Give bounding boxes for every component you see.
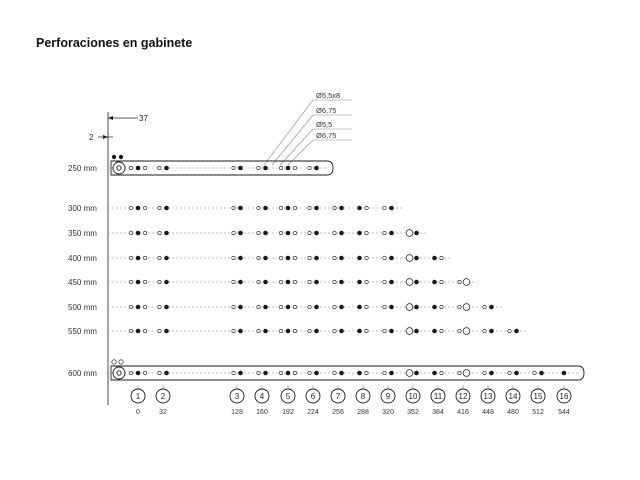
drill-hole-open (129, 305, 132, 308)
drill-hole-open (365, 256, 368, 259)
drill-hole-open (308, 305, 311, 308)
drawer-row (68, 360, 584, 380)
row-length-label: 500 mm (68, 303, 97, 312)
drill-hole-filled (432, 371, 437, 376)
drill-hole-filled (389, 329, 394, 334)
drill-hole-filled (539, 371, 544, 376)
drill-hole-filled (357, 280, 362, 285)
drill-hole-open (458, 371, 461, 374)
drill-hole-open (440, 256, 443, 259)
drill-hole-open (293, 280, 296, 283)
column-number: 10 (408, 392, 418, 401)
drill-hole-filled (562, 371, 567, 376)
drill-hole-filled (414, 371, 419, 376)
drill-hole-filled (389, 371, 394, 376)
column-number: 16 (559, 392, 569, 401)
drill-hole-filled (164, 371, 169, 376)
drill-hole-open (257, 371, 260, 374)
drill-hole-filled (414, 231, 419, 236)
column-position: 512 (532, 409, 544, 416)
mount-hole (119, 360, 123, 364)
drill-hole-open (293, 329, 296, 332)
drill-hole-open (158, 305, 161, 308)
drill-hole-filled (238, 256, 243, 261)
drill-hole-filled (263, 371, 268, 376)
drill-hole-filled (357, 371, 362, 376)
hole-diameter-label: Ø5,5 (316, 120, 333, 129)
drill-hole-open (279, 231, 282, 234)
drill-hole-filled (314, 305, 319, 310)
column-position: 0 (136, 409, 140, 416)
drill-hole-open (308, 166, 311, 169)
drill-hole-filled (263, 280, 268, 285)
drill-hole-filled (136, 256, 141, 261)
drill-hole-open (279, 305, 282, 308)
drill-hole-large (406, 279, 413, 286)
drill-hole-open (158, 206, 161, 209)
column-number: 7 (335, 392, 341, 401)
drill-hole-filled (164, 206, 169, 211)
row-length-label: 550 mm (68, 327, 97, 336)
drill-hole-filled (389, 305, 394, 310)
drill-hole-filled (136, 206, 141, 211)
drill-hole-open (293, 256, 296, 259)
drill-hole-open (158, 371, 161, 374)
roller-wheel (113, 367, 125, 379)
mount-hole (112, 155, 116, 159)
drill-hole-open (143, 305, 146, 308)
drill-hole-filled (339, 329, 344, 334)
drill-hole-open (508, 329, 511, 332)
drill-hole-open (143, 231, 146, 234)
drill-hole-filled (136, 231, 141, 236)
drill-hole-open (232, 371, 235, 374)
drill-hole-filled (339, 371, 344, 376)
row-length-label: 600 mm (68, 369, 97, 378)
drill-hole-large (406, 230, 413, 237)
drill-hole-open (143, 280, 146, 283)
drill-hole-open (293, 371, 296, 374)
column-position: 320 (382, 409, 394, 416)
drill-hole-open (440, 305, 443, 308)
hole-callouts (264, 91, 352, 165)
offset-2-label: 2 (89, 133, 94, 142)
column-number: 11 (433, 392, 443, 401)
drill-hole-open (293, 206, 296, 209)
drill-hole-filled (489, 371, 494, 376)
drill-hole-filled (286, 371, 291, 376)
drill-hole-open (308, 280, 311, 283)
drill-hole-open (279, 371, 282, 374)
drill-hole-open (232, 231, 235, 234)
drill-hole-filled (514, 329, 519, 334)
drill-hole-open (129, 329, 132, 332)
callout-leader-line (264, 100, 313, 165)
column-position: 224 (307, 409, 319, 416)
mount-hole (119, 155, 123, 159)
drill-hole-open (365, 329, 368, 332)
drill-hole-filled (314, 329, 319, 334)
drill-hole-filled (339, 305, 344, 310)
row-length-label: 300 mm (68, 204, 97, 213)
drill-hole-filled (339, 231, 344, 236)
drill-hole-open (158, 166, 161, 169)
drill-hole-open (158, 231, 161, 234)
drill-hole-filled (238, 206, 243, 211)
drill-hole-filled (164, 166, 169, 171)
drill-hole-open (440, 371, 443, 374)
drill-hole-open (333, 371, 336, 374)
drill-hole-open (308, 256, 311, 259)
drill-hole-filled (414, 256, 419, 261)
drill-hole-filled (286, 305, 291, 310)
offset-37-arrow (108, 116, 113, 120)
drill-hole-open (143, 206, 146, 209)
drill-hole-open (232, 329, 235, 332)
drill-hole-filled (314, 371, 319, 376)
column-number: 13 (483, 392, 493, 401)
hole-diameter-label: Ø6,75 (316, 106, 337, 115)
drill-hole-open (158, 256, 161, 259)
drill-hole-open (365, 206, 368, 209)
drill-hole-open (129, 256, 132, 259)
drill-hole-filled (136, 329, 141, 334)
drill-hole-open (383, 329, 386, 332)
drill-hole-large (463, 304, 470, 311)
drill-hole-filled (136, 371, 141, 376)
drill-hole-filled (389, 280, 394, 285)
drill-hole-open (333, 280, 336, 283)
drill-hole-open (458, 329, 461, 332)
column-number: 15 (533, 392, 543, 401)
drill-hole-open (257, 256, 260, 259)
drawer-row (68, 303, 502, 312)
column-position: 128 (231, 409, 243, 416)
drill-hole-filled (263, 256, 268, 261)
drill-hole-filled (263, 305, 268, 310)
drill-hole-open (483, 329, 486, 332)
drill-hole-open (365, 280, 368, 283)
drill-hole-filled (314, 280, 319, 285)
drill-hole-open (257, 329, 260, 332)
drill-hole-filled (286, 206, 291, 211)
drill-hole-open (383, 206, 386, 209)
drill-hole-filled (286, 329, 291, 334)
drill-hole-open (333, 206, 336, 209)
hole-diameter-label: Ø5,5x8 (316, 91, 341, 100)
column-position: 160 (256, 409, 268, 416)
drill-hole-filled (238, 280, 243, 285)
drill-hole-filled (357, 206, 362, 211)
column-number: 8 (360, 392, 366, 401)
column-number: 4 (259, 392, 265, 401)
drill-hole-filled (389, 206, 394, 211)
drill-hole-filled (263, 166, 268, 171)
drill-hole-open (333, 256, 336, 259)
drill-hole-open (257, 280, 260, 283)
offset-2-arrow (103, 135, 108, 139)
drill-hole-open (440, 280, 443, 283)
drill-hole-open (365, 305, 368, 308)
callout-leader-line (280, 129, 313, 165)
drill-hole-filled (514, 371, 519, 376)
drill-hole-filled (136, 280, 141, 285)
drill-hole-filled (164, 280, 169, 285)
drill-hole-open (279, 166, 282, 169)
drill-hole-filled (357, 231, 362, 236)
drill-hole-filled (432, 305, 437, 310)
column-number: 9 (385, 392, 391, 401)
column-number: 12 (458, 392, 468, 401)
hole-diameter-label: Ø6,75 (316, 131, 337, 140)
drill-hole-filled (136, 166, 141, 171)
drill-hole-filled (263, 231, 268, 236)
column-position: 32 (159, 409, 167, 416)
drill-hole-open (483, 371, 486, 374)
drill-hole-filled (314, 206, 319, 211)
drawer-row (68, 254, 452, 263)
drill-hole-open (158, 329, 161, 332)
drill-hole-large (463, 370, 470, 377)
drill-hole-open (383, 305, 386, 308)
drill-hole-open (458, 280, 461, 283)
drill-hole-large (406, 255, 413, 262)
drill-hole-filled (339, 280, 344, 285)
drawer-row (68, 229, 427, 238)
drill-hole-filled (414, 280, 419, 285)
drill-hole-open (293, 231, 296, 234)
callout-leader-line (272, 115, 313, 165)
drill-hole-open (458, 305, 461, 308)
drill-hole-filled (414, 305, 419, 310)
drill-hole-filled (286, 280, 291, 285)
drill-hole-filled (389, 256, 394, 261)
drill-hole-open (232, 280, 235, 283)
mount-hole (112, 360, 116, 364)
drill-hole-open (308, 231, 311, 234)
drill-hole-open (333, 231, 336, 234)
drill-hole-filled (357, 305, 362, 310)
drill-hole-filled (414, 329, 419, 334)
column-position: 448 (482, 409, 494, 416)
drill-hole-filled (339, 256, 344, 261)
drill-hole-filled (314, 256, 319, 261)
drill-hole-open (279, 329, 282, 332)
drill-hole-filled (286, 256, 291, 261)
column-position: 416 (457, 409, 469, 416)
drill-hole-open (293, 166, 296, 169)
drill-hole-open (143, 166, 146, 169)
drill-hole-open (365, 231, 368, 234)
column-position: 480 (507, 409, 519, 416)
drill-hole-open (279, 206, 282, 209)
drill-hole-large (406, 370, 413, 377)
column-position: 256 (332, 409, 344, 416)
drawer-row (68, 278, 477, 287)
drill-hole-open (365, 371, 368, 374)
drill-hole-open (383, 231, 386, 234)
drill-hole-open (383, 256, 386, 259)
drill-hole-open (232, 166, 235, 169)
column-number: 1 (135, 392, 141, 401)
drill-hole-filled (389, 231, 394, 236)
drill-hole-open (308, 206, 311, 209)
drill-hole-open (158, 280, 161, 283)
drill-hole-open (129, 371, 132, 374)
drill-hole-filled (489, 305, 494, 310)
drill-hole-filled (263, 329, 268, 334)
drill-hole-open (232, 256, 235, 259)
drill-hole-open (308, 371, 311, 374)
drill-hole-filled (238, 305, 243, 310)
drill-hole-open (333, 329, 336, 332)
column-position: 192 (282, 409, 294, 416)
drill-hole-open (143, 371, 146, 374)
drill-hole-filled (339, 206, 344, 211)
drawer-row (68, 204, 402, 213)
drill-hole-open (383, 280, 386, 283)
drill-hole-filled (164, 305, 169, 310)
drill-hole-open (232, 305, 235, 308)
column-number: 2 (160, 392, 166, 401)
column-position: 352 (407, 409, 419, 416)
drill-hole-open (308, 329, 311, 332)
drill-hole-open (279, 280, 282, 283)
drill-hole-large (406, 304, 413, 311)
drill-hole-filled (136, 305, 141, 310)
drill-hole-filled (164, 256, 169, 261)
drill-hole-open (143, 256, 146, 259)
drill-hole-large (406, 328, 413, 335)
row-length-label: 450 mm (68, 278, 97, 287)
column-number: 3 (234, 392, 240, 401)
column-number: 6 (310, 392, 316, 401)
drill-hole-filled (238, 231, 243, 236)
offset-37-label: 37 (139, 114, 148, 123)
drill-hole-large (463, 328, 470, 335)
drill-hole-filled (314, 166, 319, 171)
drill-hole-filled (357, 256, 362, 261)
drawer-rows (68, 155, 584, 380)
drill-hole-large (463, 279, 470, 286)
drill-hole-filled (164, 231, 169, 236)
drill-hole-open (440, 329, 443, 332)
drill-hole-open (508, 371, 511, 374)
drill-hole-open (383, 371, 386, 374)
drill-hole-filled (286, 231, 291, 236)
drill-hole-open (257, 231, 260, 234)
drill-hole-open (257, 166, 260, 169)
drill-hole-filled (432, 256, 437, 261)
drill-hole-open (483, 305, 486, 308)
drill-hole-open (143, 329, 146, 332)
column-position: 544 (558, 409, 570, 416)
drill-hole-open (257, 206, 260, 209)
column-number: 14 (508, 392, 518, 401)
drill-hole-open (129, 166, 132, 169)
drill-hole-filled (263, 206, 268, 211)
drill-hole-filled (314, 231, 319, 236)
drill-hole-open (333, 305, 336, 308)
drill-hole-open (129, 231, 132, 234)
row-length-label: 350 mm (68, 229, 97, 238)
drill-hole-open (533, 371, 536, 374)
drill-hole-open (129, 280, 132, 283)
drill-hole-filled (286, 166, 291, 171)
drill-hole-filled (432, 329, 437, 334)
drill-hole-filled (164, 329, 169, 334)
column-labels (131, 385, 571, 416)
column-position: 288 (357, 409, 369, 416)
drill-hole-filled (238, 329, 243, 334)
drill-hole-open (257, 305, 260, 308)
drawer-row (68, 327, 527, 336)
drill-hole-open (129, 206, 132, 209)
roller-wheel (113, 162, 125, 174)
column-position: 384 (432, 409, 444, 416)
row-length-label: 250 mm (68, 164, 97, 173)
drill-hole-filled (238, 371, 243, 376)
drill-hole-filled (489, 329, 494, 334)
drill-hole-open (232, 206, 235, 209)
drill-hole-filled (238, 166, 243, 171)
column-number: 5 (285, 392, 291, 401)
page-title: Perforaciones en gabinete (36, 36, 193, 50)
drill-hole-open (279, 256, 282, 259)
drill-hole-filled (357, 329, 362, 334)
drill-hole-filled (432, 280, 437, 285)
drill-hole-open (293, 305, 296, 308)
row-length-label: 400 mm (68, 254, 97, 263)
